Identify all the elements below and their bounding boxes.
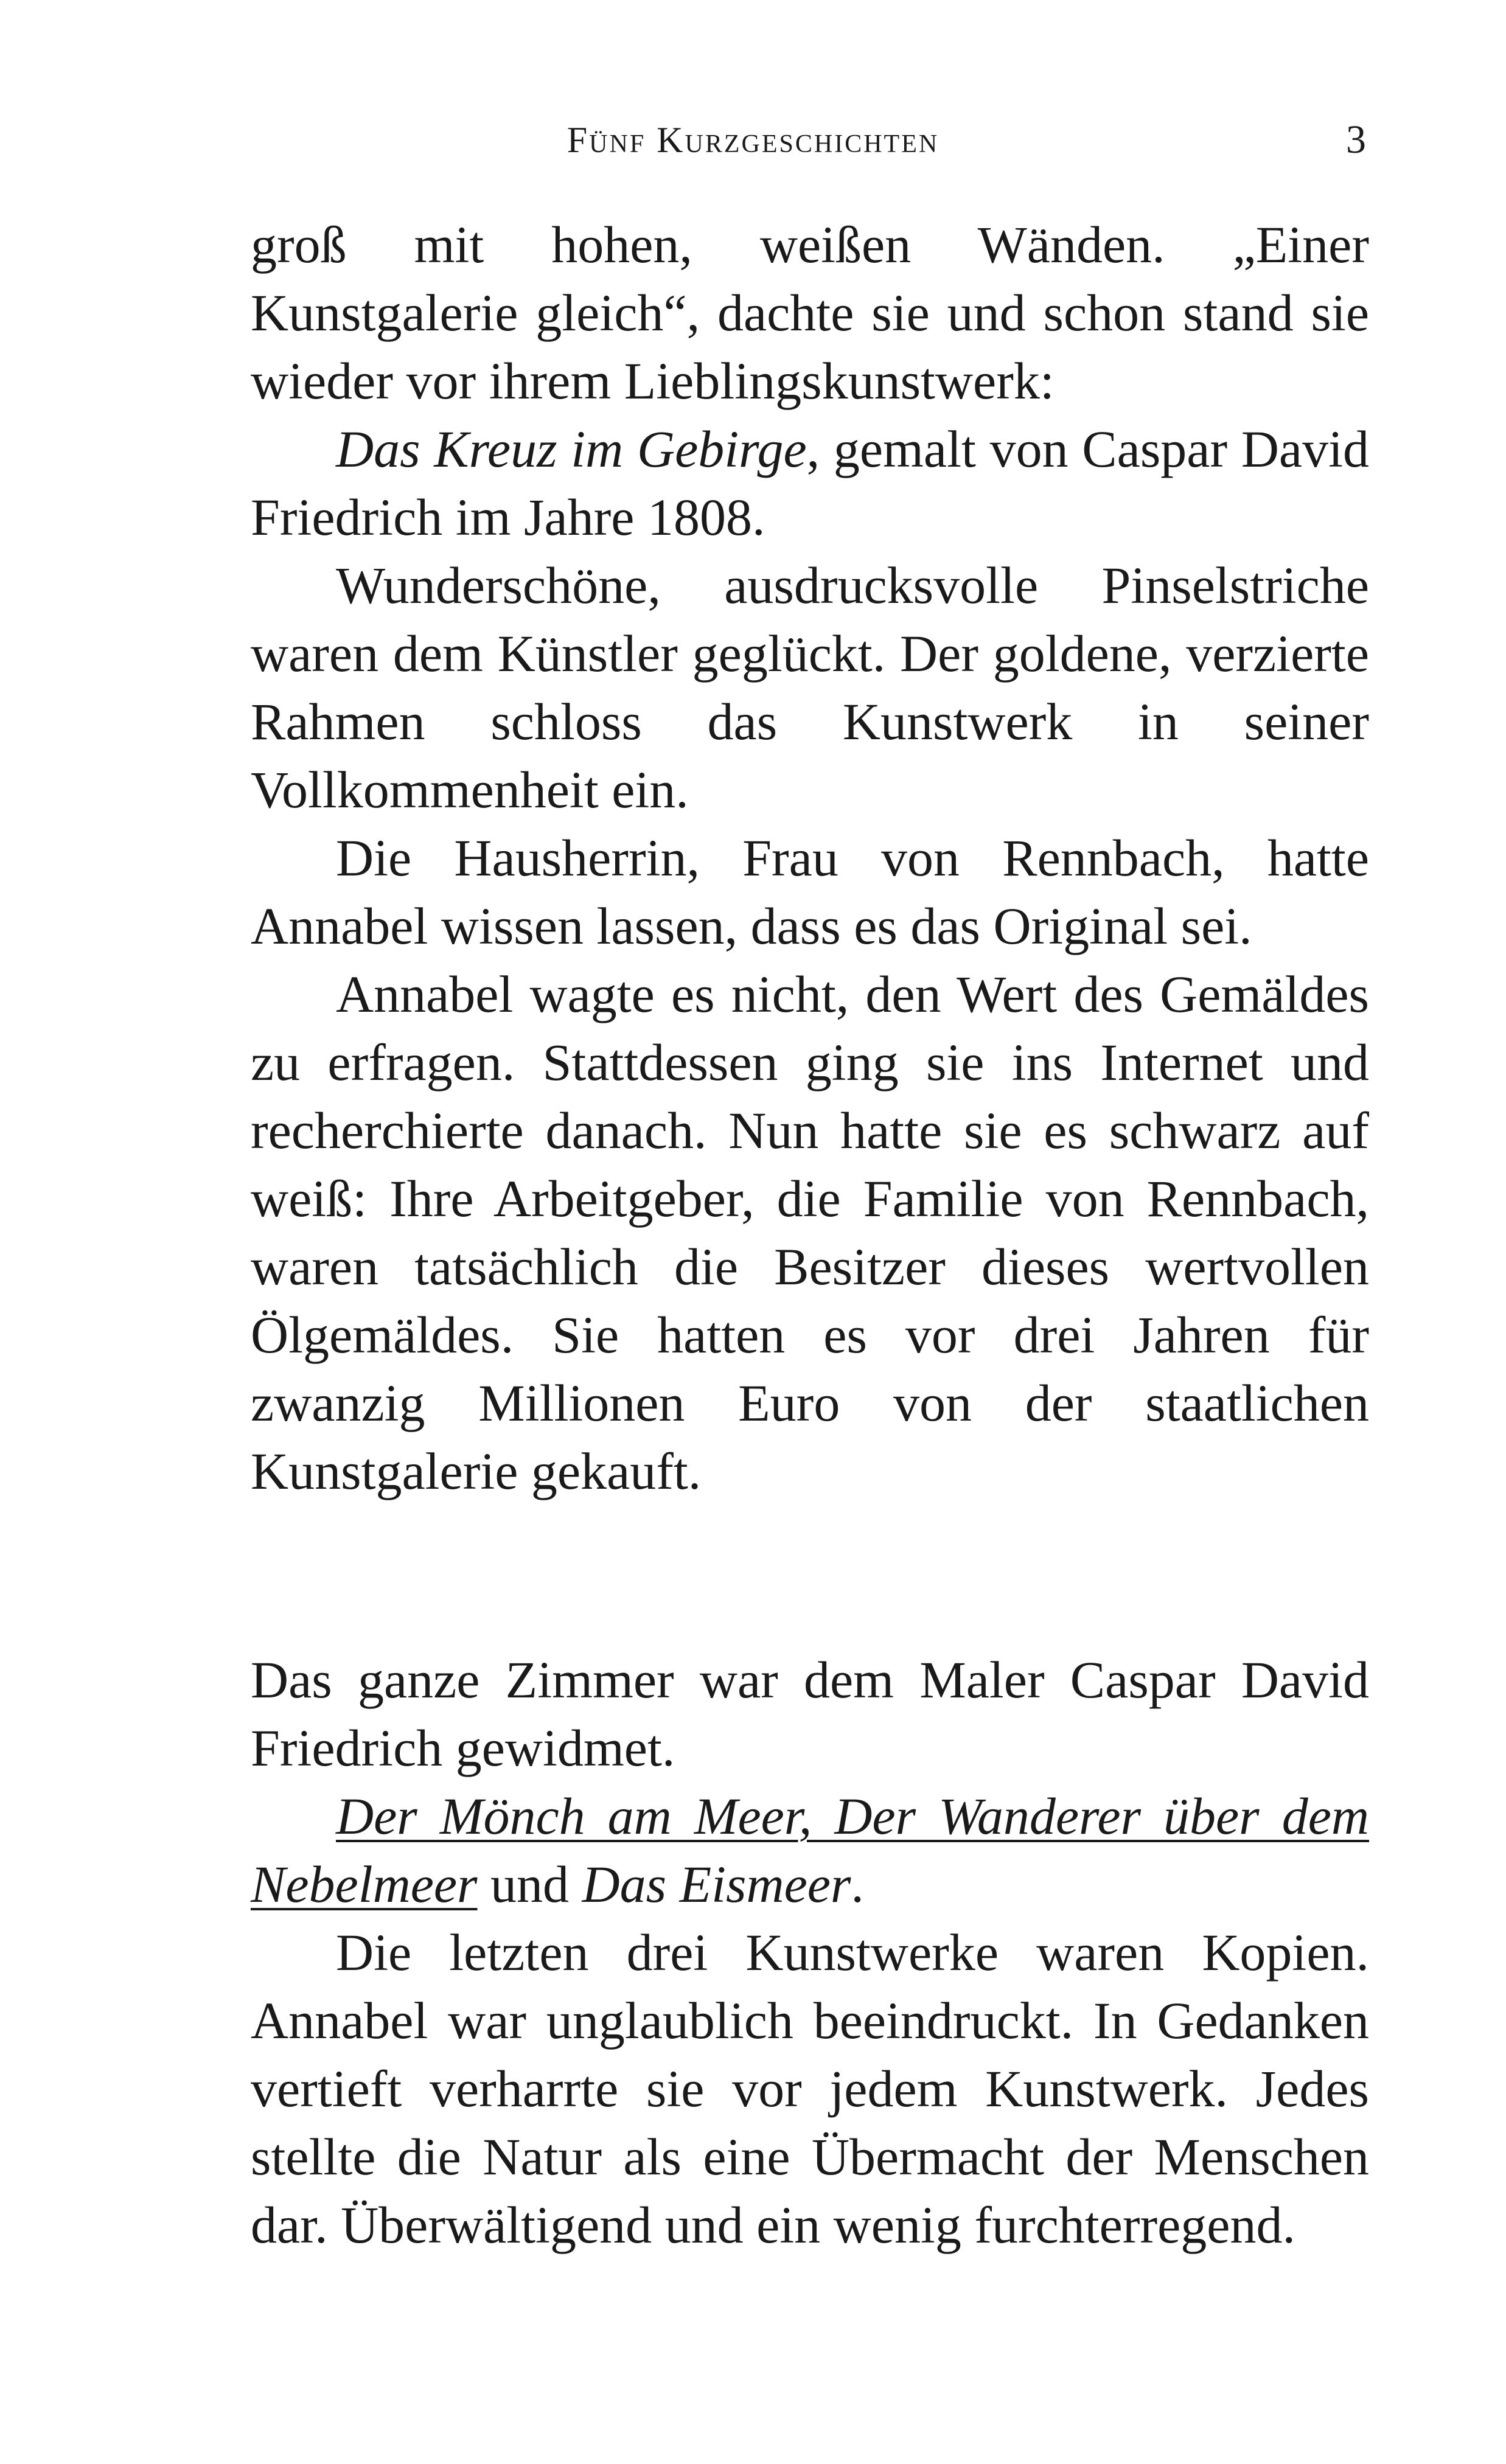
page-number: 3 xyxy=(1346,117,1366,162)
paragraph-text: und xyxy=(477,1855,582,1913)
paragraph-text: , gemalt von Caspar David Friedrich im Jahre 1808. xyxy=(251,420,1369,546)
paragraph xyxy=(251,1782,1369,1918)
text-section-2 xyxy=(251,1646,1369,2259)
paragraph-text: . xyxy=(851,1855,864,1913)
artwork-titles-underlined: Der Mönch am Meer, Der Wanderer über dem Nebelmeer xyxy=(251,1787,1369,1913)
paragraph: Die letzten drei Kunstwerke waren Kopien. Annabel war unglaublich beeindruckt. In Gedanken vertieft verharrte sie vor jedem Kunstwerk. Jedes stellte die Natur als eine Übermacht der Menschen dar. Überwältigend und ein wenig furchterregend. xyxy=(251,1923,1369,2254)
paragraph: Die Hausherrin, Frau von Rennbach, hatte Annabel wissen lassen, dass es das Original sei. xyxy=(251,829,1369,955)
page-header xyxy=(0,113,1506,167)
artwork-title: Das Kreuz im Gebirge xyxy=(336,420,807,478)
text-section-1 xyxy=(251,211,1369,1505)
paragraph: Annabel wagte es nicht, den Wert des Gemäldes zu erfragen. Stattdessen ging sie ins Internet und recherchierte danach. Nun hatte sie es schwarz auf weiß: Ihre Arbeitgeber, die Familie von Rennbach, waren tatsächlich die Besitzer dieses wertvollen Ölgemäldes. Sie hatten es vor drei Jahren für zwanzig Millionen Euro von der staatlichen Kunstgalerie gekauft. xyxy=(251,965,1369,1500)
paragraph: groß mit hohen, weißen Wänden. „Einer Kunstgalerie gleich“, dachte sie und schon stand sie wieder vor ihrem Lieblingskunstwerk: xyxy=(251,215,1369,410)
running-title: Fünf Kurzgeschichten xyxy=(566,120,940,160)
paragraph: Wunderschöne, ausdrucksvolle Pinselstriche waren dem Künstler geglückt. Der goldene, verzierte Rahmen schloss das Kunstwerk in seiner Vollkommenheit ein. xyxy=(251,556,1369,819)
paragraph xyxy=(251,415,1369,551)
paragraph: Das ganze Zimmer war dem Maler Caspar David Friedrich gewidmet. xyxy=(251,1651,1369,1777)
artwork-title: Das Eismeer xyxy=(582,1855,851,1913)
